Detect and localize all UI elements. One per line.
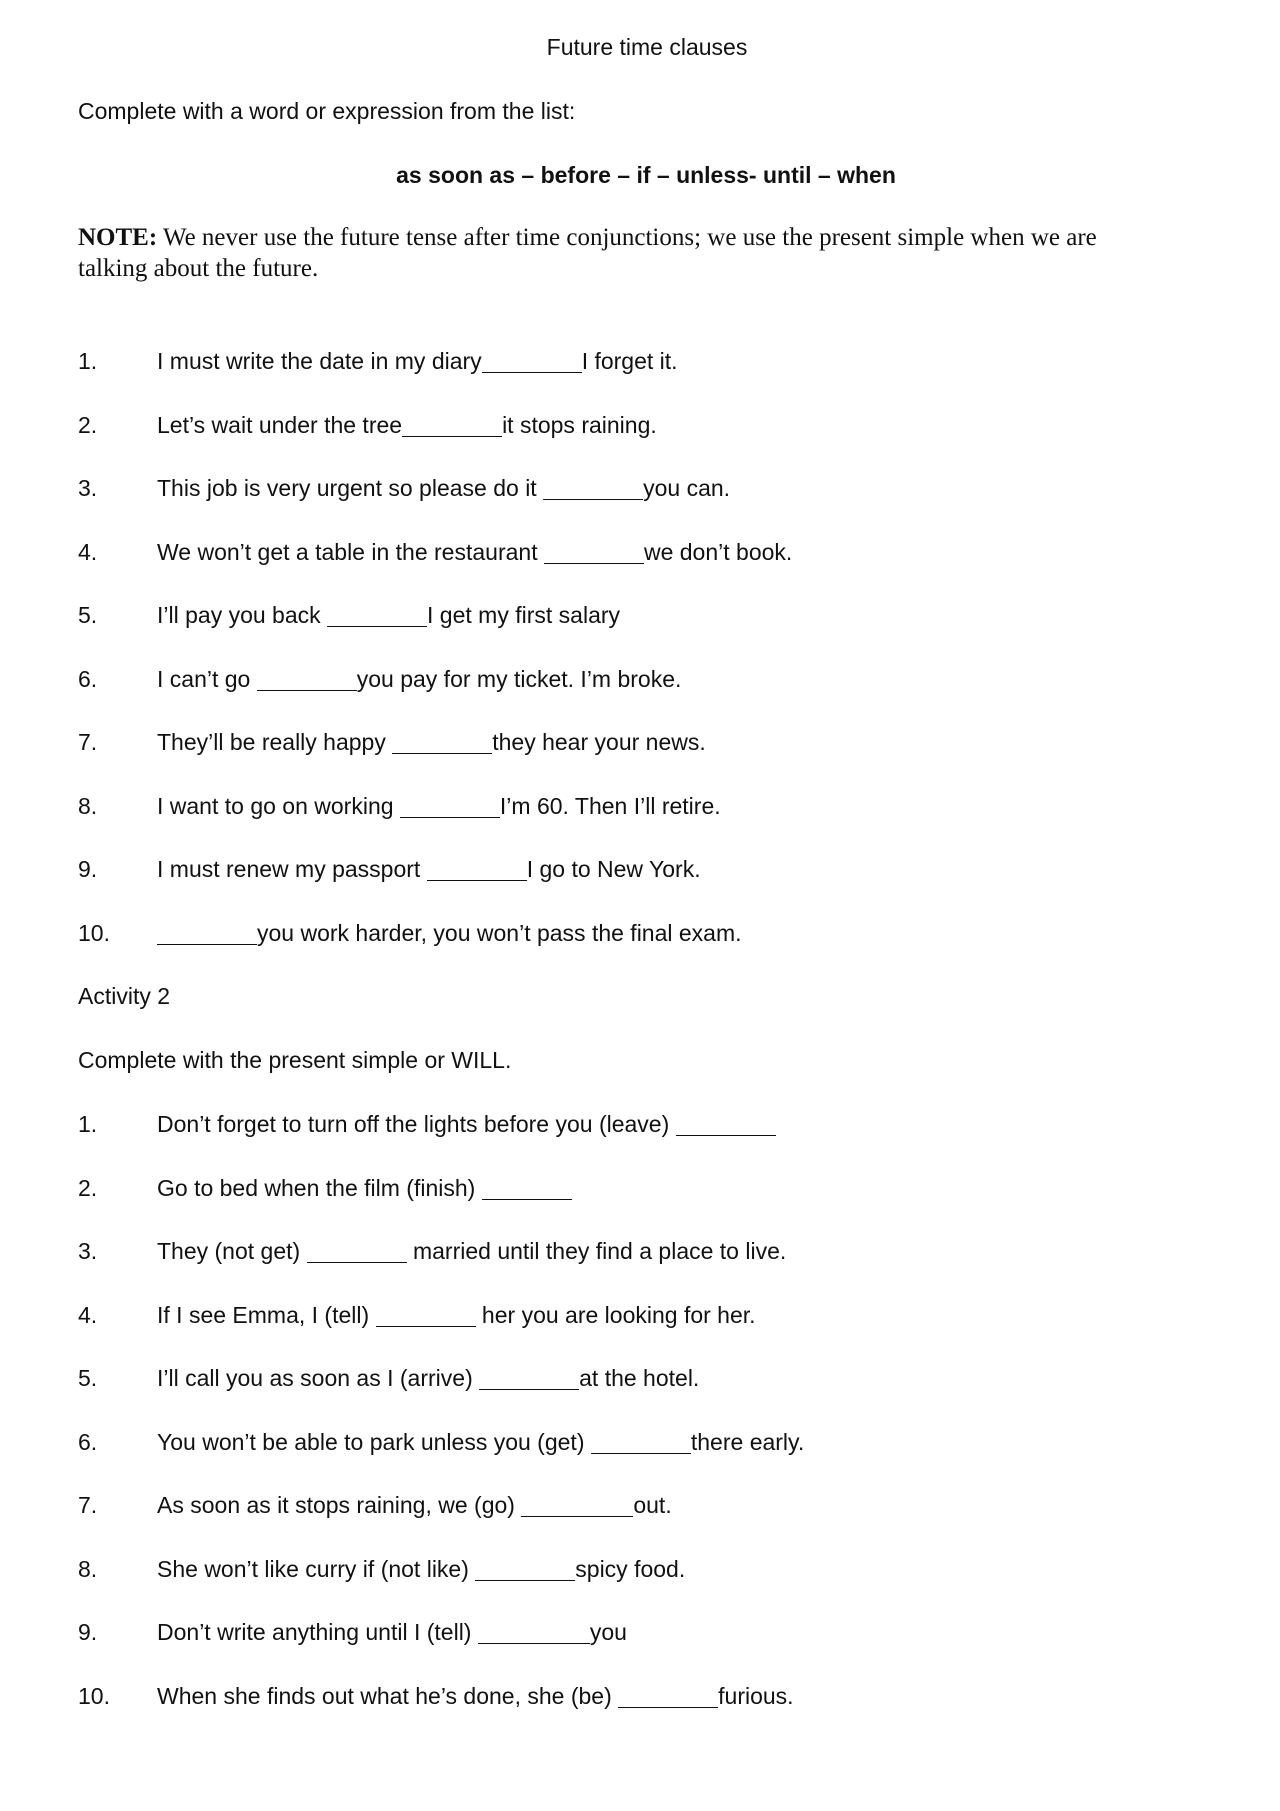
answer-blank[interactable] xyxy=(427,858,527,881)
sentence: You won’t be able to park unless you (get) there early. xyxy=(157,1428,805,1455)
answer-blank[interactable] xyxy=(591,1431,691,1454)
answer-blank[interactable] xyxy=(482,1177,572,1200)
item-number: 2. xyxy=(78,411,98,438)
sentence: I must renew my passport I go to New York. xyxy=(157,856,701,882)
answer-blank[interactable] xyxy=(544,541,644,564)
page-title: Future time clauses xyxy=(546,34,748,60)
item-number: 3. xyxy=(78,1238,98,1264)
word-list: as soon as – before – if – unless- until – when xyxy=(396,162,896,188)
answer-blank[interactable] xyxy=(478,1621,590,1644)
sentence: They (not get) married until they find a place to live. xyxy=(157,1238,787,1264)
item-number: 6. xyxy=(78,665,98,692)
item-number: 8. xyxy=(78,792,98,819)
answer-blank[interactable] xyxy=(482,350,582,373)
sentence: I must write the date in my diary I forget it. xyxy=(157,348,678,374)
sentence: I’ll call you as soon as I (arrive) at the hotel. xyxy=(157,1365,700,1391)
answer-blank[interactable] xyxy=(402,414,502,437)
item-number: 4. xyxy=(78,1301,98,1328)
answer-blank[interactable] xyxy=(479,1367,579,1390)
sentence: Go to bed when the film (finish) xyxy=(157,1173,572,1203)
item-number: 6. xyxy=(78,1428,98,1455)
answer-blank[interactable] xyxy=(327,604,427,627)
item-number: 4. xyxy=(78,538,98,565)
activity1-instruction: Complete with a word or expression from the list: xyxy=(78,98,576,124)
activity2-instruction: Complete with the present simple or WILL. xyxy=(78,1047,512,1073)
item-number: 10. xyxy=(78,1682,110,1709)
answer-blank[interactable] xyxy=(521,1494,633,1517)
sentence: We won’t get a table in the restaurant we don’t book. xyxy=(157,538,793,565)
item-number: 7. xyxy=(78,729,98,755)
item-number: 5. xyxy=(78,602,98,628)
item-number: 1. xyxy=(78,348,98,374)
answer-blank[interactable] xyxy=(400,795,500,818)
activity2-heading: Activity 2 xyxy=(78,983,171,1009)
item-number: 7. xyxy=(78,1492,98,1518)
item-number: 3. xyxy=(78,475,98,501)
sentence: When she finds out what he’s done, she (be) furious. xyxy=(157,1682,794,1709)
note-label: NOTE: xyxy=(78,224,158,251)
sentence: I’ll pay you back I get my first salary xyxy=(157,602,621,628)
grammar-note xyxy=(78,222,1158,284)
answer-blank[interactable] xyxy=(676,1113,776,1136)
sentence: I want to go on working I’m 60. Then I’ll retire. xyxy=(157,792,721,819)
sentence: This job is very urgent so please do it you can. xyxy=(157,475,731,501)
item-number: 9. xyxy=(78,1619,98,1645)
item-number: 2. xyxy=(78,1174,98,1201)
answer-blank[interactable] xyxy=(475,1558,575,1581)
item-number: 8. xyxy=(78,1555,98,1582)
sentence: Don’t forget to turn off the lights before you (leave) xyxy=(157,1109,776,1139)
item-number: 5. xyxy=(78,1365,98,1391)
answer-blank[interactable] xyxy=(257,668,357,691)
sentence: you work harder, you won’t pass the final exam. xyxy=(157,918,742,948)
sentence: Let’s wait under the tree it stops raining. xyxy=(157,411,657,438)
sentence: I can’t go you pay for my ticket. I’m broke. xyxy=(157,665,682,692)
answer-blank[interactable] xyxy=(376,1304,476,1327)
item-number: 10. xyxy=(78,919,110,946)
item-number: 9. xyxy=(78,856,98,882)
answer-blank[interactable] xyxy=(618,1685,718,1708)
item-number: 1. xyxy=(78,1111,98,1137)
sentence: If I see Emma, I (tell) her you are looking for her. xyxy=(157,1301,756,1328)
answer-blank[interactable] xyxy=(392,731,492,754)
sentence: They’ll be really happy they hear your news. xyxy=(157,729,706,755)
note-text: We never use the future tense after time conjunctions; we use the present simple when we are talking about the future. xyxy=(78,224,1097,282)
answer-blank[interactable] xyxy=(307,1240,407,1263)
answer-blank[interactable] xyxy=(157,922,257,945)
sentence: As soon as it stops raining, we (go) out. xyxy=(157,1492,672,1518)
answer-blank[interactable] xyxy=(543,477,643,500)
sentence: She won’t like curry if (not like) spicy food. xyxy=(157,1555,686,1582)
sentence: Don’t write anything until I (tell) you xyxy=(157,1619,627,1645)
